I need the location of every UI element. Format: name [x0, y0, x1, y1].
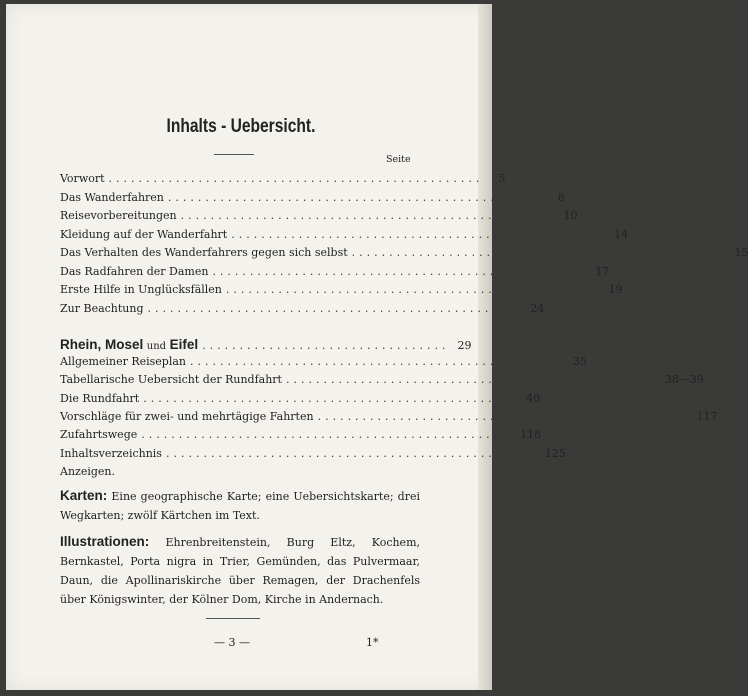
toc-entry-label: Allgemeiner Reiseplan	[60, 355, 187, 368]
karten-text: Eine geographische Karte; eine Uebersichtskarte; drei Wegkarten; zwölf Kärtchen im Text.	[60, 490, 420, 522]
toc-entry-label: Reisevorbereitungen	[60, 209, 177, 222]
toc-entry-label: Das Radfahren der Damen	[60, 264, 209, 278]
toc-entry	[60, 373, 704, 390]
karten-paragraph	[60, 486, 420, 525]
toc-page-number: 40	[526, 391, 541, 405]
toc-entry	[60, 301, 545, 319]
toc-entry-label: Inhaltsverzeichnis	[60, 446, 162, 460]
illustrationen-paragraph	[60, 532, 420, 609]
toc-page-number: 24	[530, 301, 545, 315]
toc-page-number: 15	[734, 246, 748, 259]
toc-page-number: 125	[544, 446, 566, 460]
toc-entry-label: Vorschläge für zwei- und mehrtägige Fahrten	[60, 409, 314, 423]
toc-entry	[60, 409, 718, 427]
toc-entry-label: Das Verhalten des Wanderfahrers gegen sich selbst	[60, 246, 348, 259]
leader-dots: ..................................................	[141, 428, 517, 442]
toc-entry	[60, 391, 541, 409]
footer-rule	[206, 618, 260, 619]
heading-und: und	[146, 341, 167, 352]
book-page	[6, 4, 748, 690]
toc-entry-label: Anzeigen.	[60, 464, 115, 478]
toc-entry-label: Die Rundfahrt	[60, 391, 140, 405]
page-title: Inhalts - Uebersicht.	[166, 116, 316, 137]
toc-entry	[60, 428, 542, 445]
toc-page-number: 17	[595, 264, 610, 278]
toc-page-number: 38—39	[664, 373, 704, 387]
leader-dots: ..................................................	[165, 446, 541, 460]
toc-entry	[60, 172, 506, 189]
toc-page-number: 14	[614, 227, 629, 241]
toc-page-number: 35	[572, 355, 587, 368]
leader-dots: ..................................................	[212, 264, 588, 278]
toc-page-number: 29	[457, 339, 472, 352]
toc-entry-label: Zufahrtswege	[60, 428, 138, 442]
leader-dots: ..................................................	[167, 190, 543, 204]
toc-entry-label: Tabellarische Uebersicht der Rundfahrt	[60, 373, 282, 387]
leader-dots: ..................................................	[143, 391, 519, 405]
toc-entry	[60, 355, 587, 372]
toc-entry	[60, 465, 418, 482]
leader-dots: ..................................................	[317, 409, 693, 423]
toc-page-number: 10	[563, 209, 578, 222]
leader-dots: .................................	[202, 339, 450, 352]
leader-dots: ..................................................	[190, 355, 565, 368]
toc-entry	[60, 264, 610, 282]
page-number: — 3 —	[214, 636, 250, 649]
illustrationen-text: Ehrenbreitenstein, Burg Eltz, Kochem, Bernkastel, Porta nigra in Trier, Gemünden, das Pulvermaar, Daun, die Apollinariskirche über Remagen, der Drachenfels über Königswinter, der Kölner Dom, Kirche in Andernach.	[60, 536, 420, 606]
leader-dots: ..................................................	[231, 227, 607, 241]
toc-heading-rhein-mosel-eifel	[60, 337, 472, 354]
page-edge	[478, 4, 492, 690]
toc-entry	[60, 246, 748, 263]
toc-page-number: 19	[608, 283, 623, 296]
leader-dots: ..................................................	[147, 301, 523, 315]
heading-part2: Eifel	[169, 337, 199, 352]
toc-entry	[60, 209, 578, 226]
leader-dots: ..................................................	[351, 246, 727, 259]
toc-page-number: 5	[498, 172, 506, 185]
toc-entry	[60, 190, 565, 208]
illustrationen-heading: Illustrationen:	[60, 534, 150, 549]
leader-dots: ..................................................	[225, 283, 601, 296]
toc-entry-label: Zur Beachtung	[60, 301, 144, 315]
toc-entry	[60, 283, 623, 300]
title-rule	[214, 154, 254, 155]
leader-dots: ..................................................	[108, 172, 484, 185]
heading-part1: Rhein, Mosel	[60, 337, 144, 352]
toc-entry-label: Vorwort	[60, 172, 105, 185]
toc-page-number: 117	[696, 409, 718, 423]
signature-mark: 1*	[366, 636, 379, 649]
page-column-label: Seite	[386, 154, 411, 165]
karten-heading: Karten:	[60, 488, 108, 503]
toc-entry	[60, 446, 566, 464]
toc-entry-label: Kleidung auf der Wanderfahrt	[60, 227, 228, 241]
toc-entry-label: Das Wanderfahren	[60, 190, 164, 204]
leader-dots: ..................................................	[285, 373, 661, 387]
toc-page-number: 8	[557, 190, 565, 204]
toc-entry-label: Erste Hilfe in Unglücksfällen	[60, 283, 222, 296]
toc-entry	[60, 227, 629, 245]
leader-dots: ..................................................	[180, 209, 556, 222]
toc-page-number: 118	[520, 428, 542, 442]
